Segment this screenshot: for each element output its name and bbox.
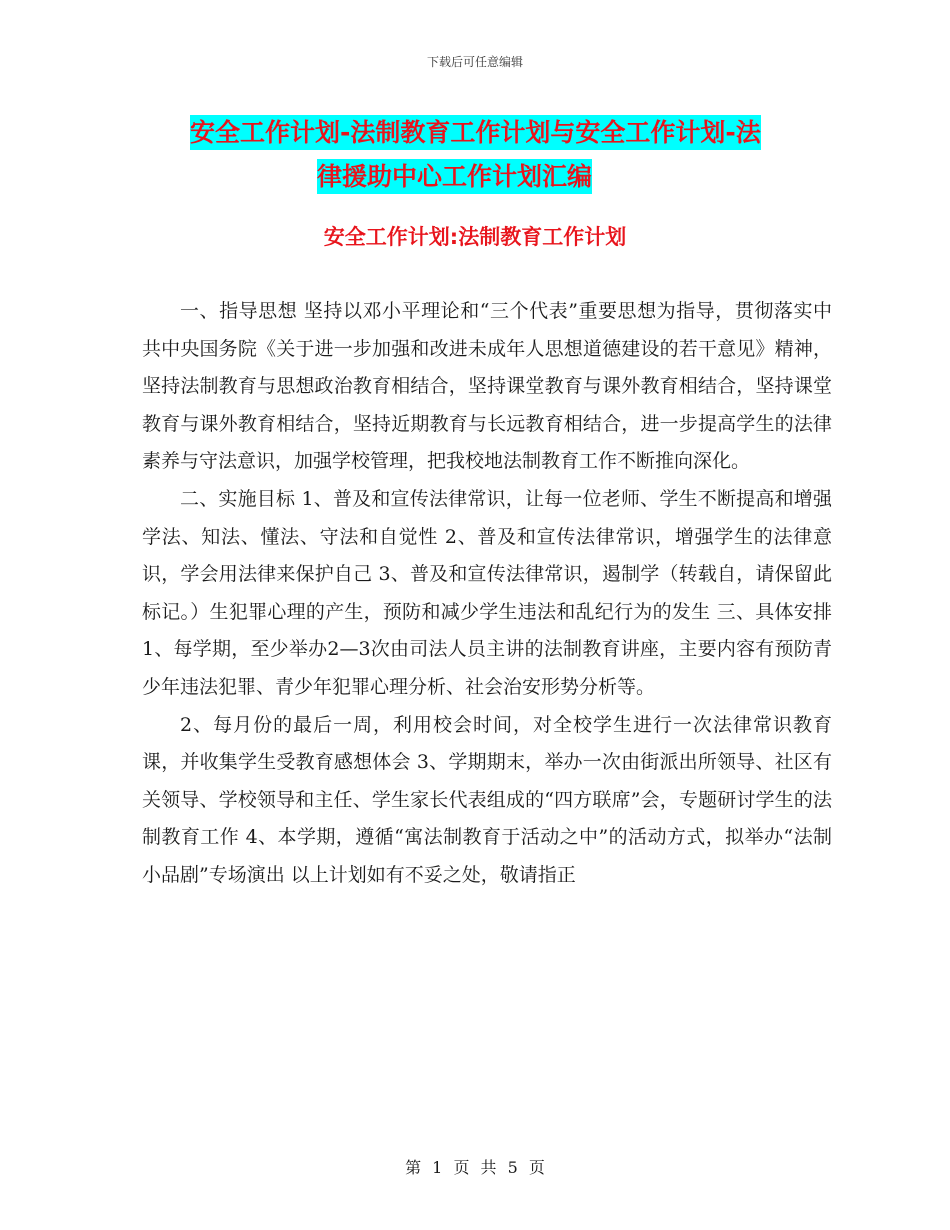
header-note: 下载后可任意编辑 <box>426 55 523 69</box>
page-indicator: 第 1 页 共 5 页 <box>405 1158 545 1177</box>
document-title-line-2: 律援助中心工作计划汇编 <box>317 159 592 194</box>
document-title-line-1: 安全工作计划-法制教育工作计划与安全工作计划-法 <box>190 115 761 150</box>
paragraph-monthly-activities: 2、每月份的最后一周，利用校会时间，对全校学生进行一次法律常识教育课，并收集学生受教育感想体会 3、学期期末，举办一次由街派出所领导、社区有关领导、学校领导和主任、学生家长代表组成的“四方联席”会，专题研讨学生的法制教育工作 4、本学期，遵循“寓法制教育于活动之中”的活动方式，拟举办“法制小品剧”专场演出 以上计划如有不妥之处，敬请指正 <box>142 713 832 886</box>
document-body <box>142 293 832 895</box>
paragraph-guiding-ideology: 一、指导思想 坚持以邓小平理论和“三个代表”重要思想为指导，贯彻落实中共中央国务院《关于进一步加强和改进未成年人思想道德建设的若干意见》精神，坚持法制教育与思想政治教育相结合，坚持课堂教育与课外教育相结合，坚持课堂教育与课外教育相结合，坚持近期教育与长远教育相结合，进一步提高学生的法律素养与守法意识，加强学校管理，把我校地法制教育工作不断推向深化。 <box>142 300 832 473</box>
paragraph-goals-and-arrangements: 二、实施目标 1、普及和宣传法律常识，让每一位老师、学生不断提高和增强学法、知法、懂法、守法和自觉性 2、普及和宣传法律常识，增强学生的法律意识，学会用法律来保护自己 3、普及和宣传法律常识，遏制学（转载自，请保留此标记。）生犯罪心理的产生，预防和减少学生违法和乱纪行为的发生 三、具体安排 1、每学期，至少举办2—3次由司法人员主讲的法制教育讲座，主要内容有预防青少年违法犯罪、青少年犯罪心理分析、社会治安形势分析等。 <box>142 487 832 698</box>
section-title: 安全工作计划:法制教育工作计划 <box>323 225 627 249</box>
document-title <box>190 111 830 199</box>
